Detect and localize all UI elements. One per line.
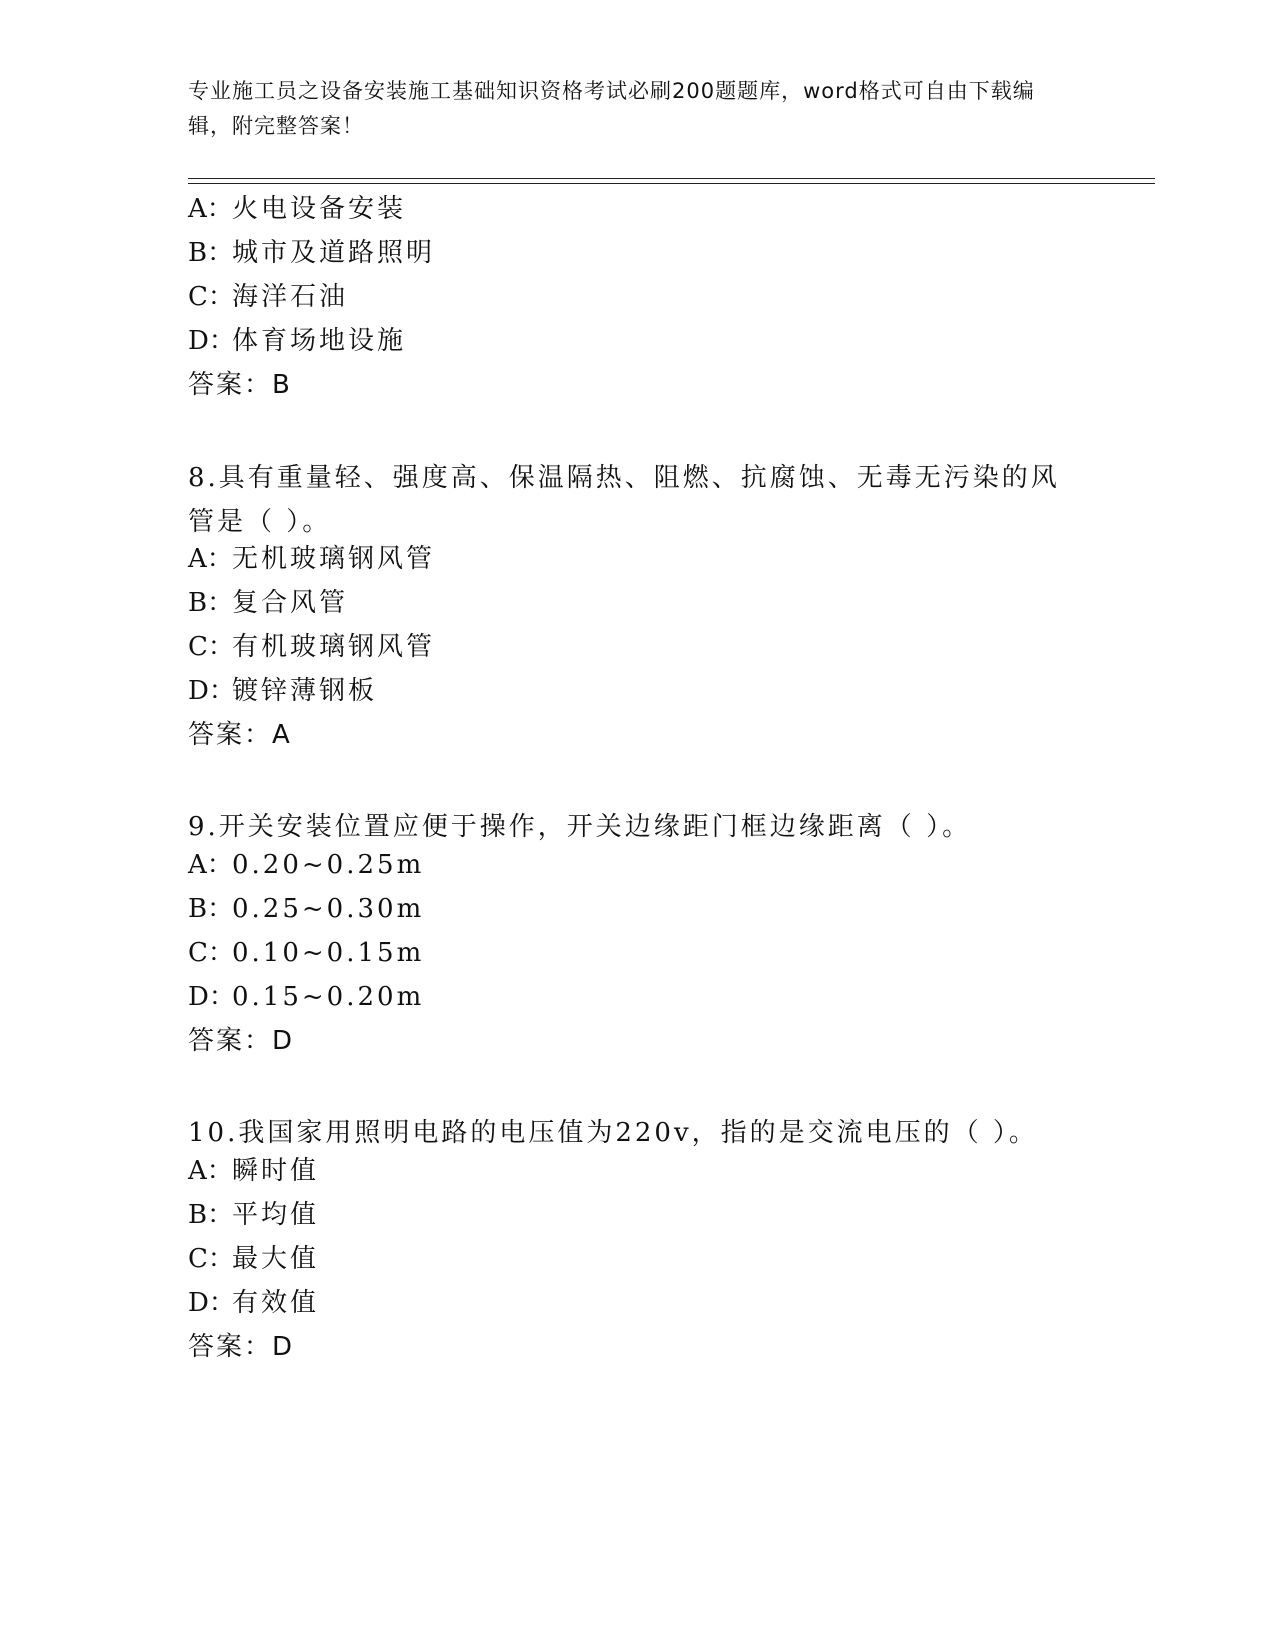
- option-text: 0.15~0.20m: [232, 982, 425, 1012]
- option-text: 火电设备安装: [232, 194, 407, 224]
- option-text: 瞬时值: [232, 1156, 320, 1186]
- option-key: B：: [188, 1200, 234, 1230]
- option-text: 城市及道路照明: [232, 238, 436, 268]
- option-c: [188, 281, 348, 313]
- option-text: 0.20~0.25m: [232, 850, 425, 880]
- option-d: [188, 1287, 319, 1319]
- option-text: 有机玻璃钢风管: [232, 632, 436, 662]
- option-key: B：: [188, 588, 234, 618]
- option-a: [188, 1155, 319, 1187]
- option-b: [188, 1199, 319, 1231]
- option-key: D：: [188, 982, 235, 1012]
- option-a: [188, 543, 435, 575]
- answer-line: 答案：D: [188, 1332, 295, 1362]
- question-9: 9.开关安装位置应便于操作，开关边缘距门框边缘距离（ ）。: [188, 812, 972, 842]
- option-key: A：: [188, 1156, 233, 1186]
- option-key: D：: [188, 676, 235, 706]
- option-b: [188, 587, 348, 619]
- option-key: C：: [188, 938, 234, 968]
- option-a: [188, 193, 406, 225]
- option-c: [188, 631, 435, 663]
- option-text: 有效值: [232, 1288, 320, 1318]
- option-d: [188, 325, 406, 357]
- option-text: 最大值: [232, 1244, 320, 1274]
- option-key: D：: [188, 1288, 235, 1318]
- question-8: 8.具有重量轻、强度高、保温隔热、阻燃、抗腐蚀、无毒无污染的风管是（ ）。: [188, 463, 1060, 537]
- option-d: [188, 675, 377, 707]
- option-key: B：: [188, 894, 234, 924]
- option-text: 复合风管: [232, 588, 349, 618]
- option-d: [188, 981, 424, 1013]
- option-text: 镀锌薄钢板: [232, 676, 378, 706]
- header-divider-bottom: [188, 183, 1155, 184]
- question-10: 10.我国家用照明电路的电压值为220v，指的是交流电压的（ ）。: [188, 1118, 1038, 1148]
- header-divider-top: [188, 178, 1155, 179]
- option-key: A：: [188, 544, 233, 574]
- document-header: 专业施工员之设备安装施工基础知识资格考试必刷200题题库，word格式可自由下载编辑，附完整答案！: [188, 79, 1035, 138]
- option-text: 体育场地设施: [232, 326, 407, 356]
- option-text: 无机玻璃钢风管: [232, 544, 436, 574]
- option-text: 平均值: [232, 1200, 320, 1230]
- option-c: [188, 1243, 319, 1275]
- option-key: A：: [188, 194, 233, 224]
- option-text: 海洋石油: [232, 282, 349, 312]
- option-key: B：: [188, 238, 234, 268]
- option-key: C：: [188, 282, 234, 312]
- option-a: [188, 849, 424, 881]
- option-b: [188, 893, 424, 925]
- option-key: D：: [188, 326, 235, 356]
- option-key: C：: [188, 1244, 234, 1274]
- answer-line: 答案：B: [188, 370, 292, 400]
- answer-line: 答案：A: [188, 720, 292, 750]
- option-key: A：: [188, 850, 233, 880]
- option-key: C：: [188, 632, 234, 662]
- option-text: 0.10~0.15m: [232, 938, 425, 968]
- answer-line: 答案：D: [188, 1026, 295, 1056]
- option-b: [188, 237, 435, 269]
- option-text: 0.25~0.30m: [232, 894, 425, 924]
- option-c: [188, 937, 424, 969]
